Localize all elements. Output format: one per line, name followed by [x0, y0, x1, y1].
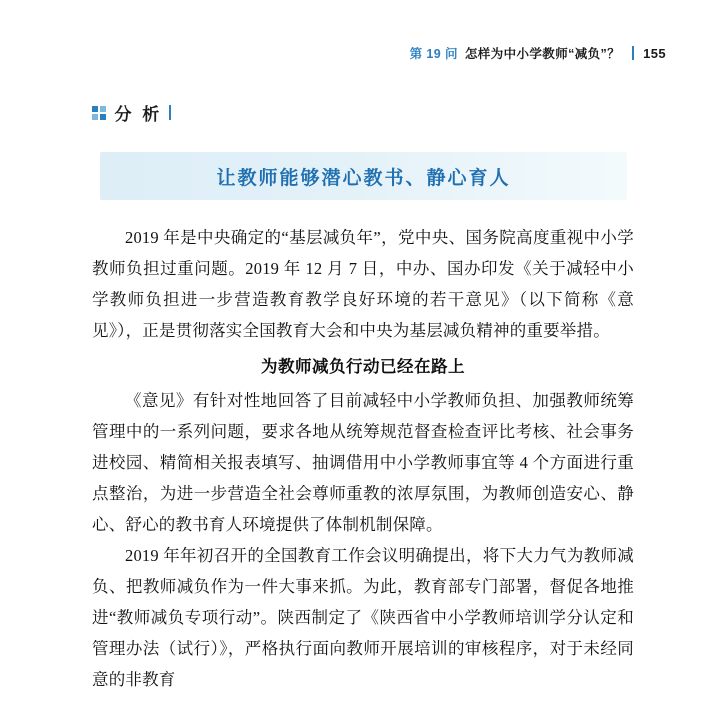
body-column [92, 222, 634, 695]
four-squares-icon [92, 106, 106, 120]
body-paragraph: 《意见》有针对性地回答了目前减轻中小学教师负担、加强教师统筹管理中的一系列问题，要求各地从统筹规范督查检查评比考核、社会事务进校园、精简相关报表填写、抽调借用中小学教师事宜等 4 个方面进行重点整治，为进一步营造全社会尊师重教的浓厚氛围，为教师创造安心、静心、舒心的教书育人环境提供了体制机制保障。 [92, 391, 634, 534]
body-paragraph: 2019 年是中央确定的“基层减负年”，党中央、国务院高度重视中小学教师负担过重问题。2019 年 12 月 7 日，中办、国办印发《关于减轻中小学教师负担进一步营造教育教学良好环境的若干意见》（以下简称《意见》），正是贯彻落实全国教育大会和中央为基层减负精神的重要举措。 [92, 228, 634, 340]
section-label [92, 100, 171, 125]
section-label-text: 分 析 [114, 105, 163, 124]
page-number: 155 [643, 45, 666, 61]
body-subheading: 为教师减负行动已经在路上 [261, 358, 465, 376]
headline-banner [100, 152, 627, 200]
running-head-divider [632, 46, 634, 60]
running-head [410, 44, 666, 62]
running-head-title: 怎样为中小学教师“减负”？ [464, 47, 621, 61]
section-label-rule [169, 105, 171, 120]
running-head-question-number: 第 19 问 [409, 47, 458, 61]
headline-banner-text: 让教师能够潜心教书、静心育人 [216, 167, 511, 189]
body-paragraph: 2019 年年初召开的全国教育工作会议明确提出，将下大力气为教师减负、把教师减负作为一件大事来抓。为此，教育部专门部署，督促各地推进“教师减负专项行动”。陕西制定了《陕西省中小学教师培训学分认定和管理办法（试行）》，严格执行面向教师开展培训的审核程序，对于未经同意的非教育 [92, 546, 634, 689]
